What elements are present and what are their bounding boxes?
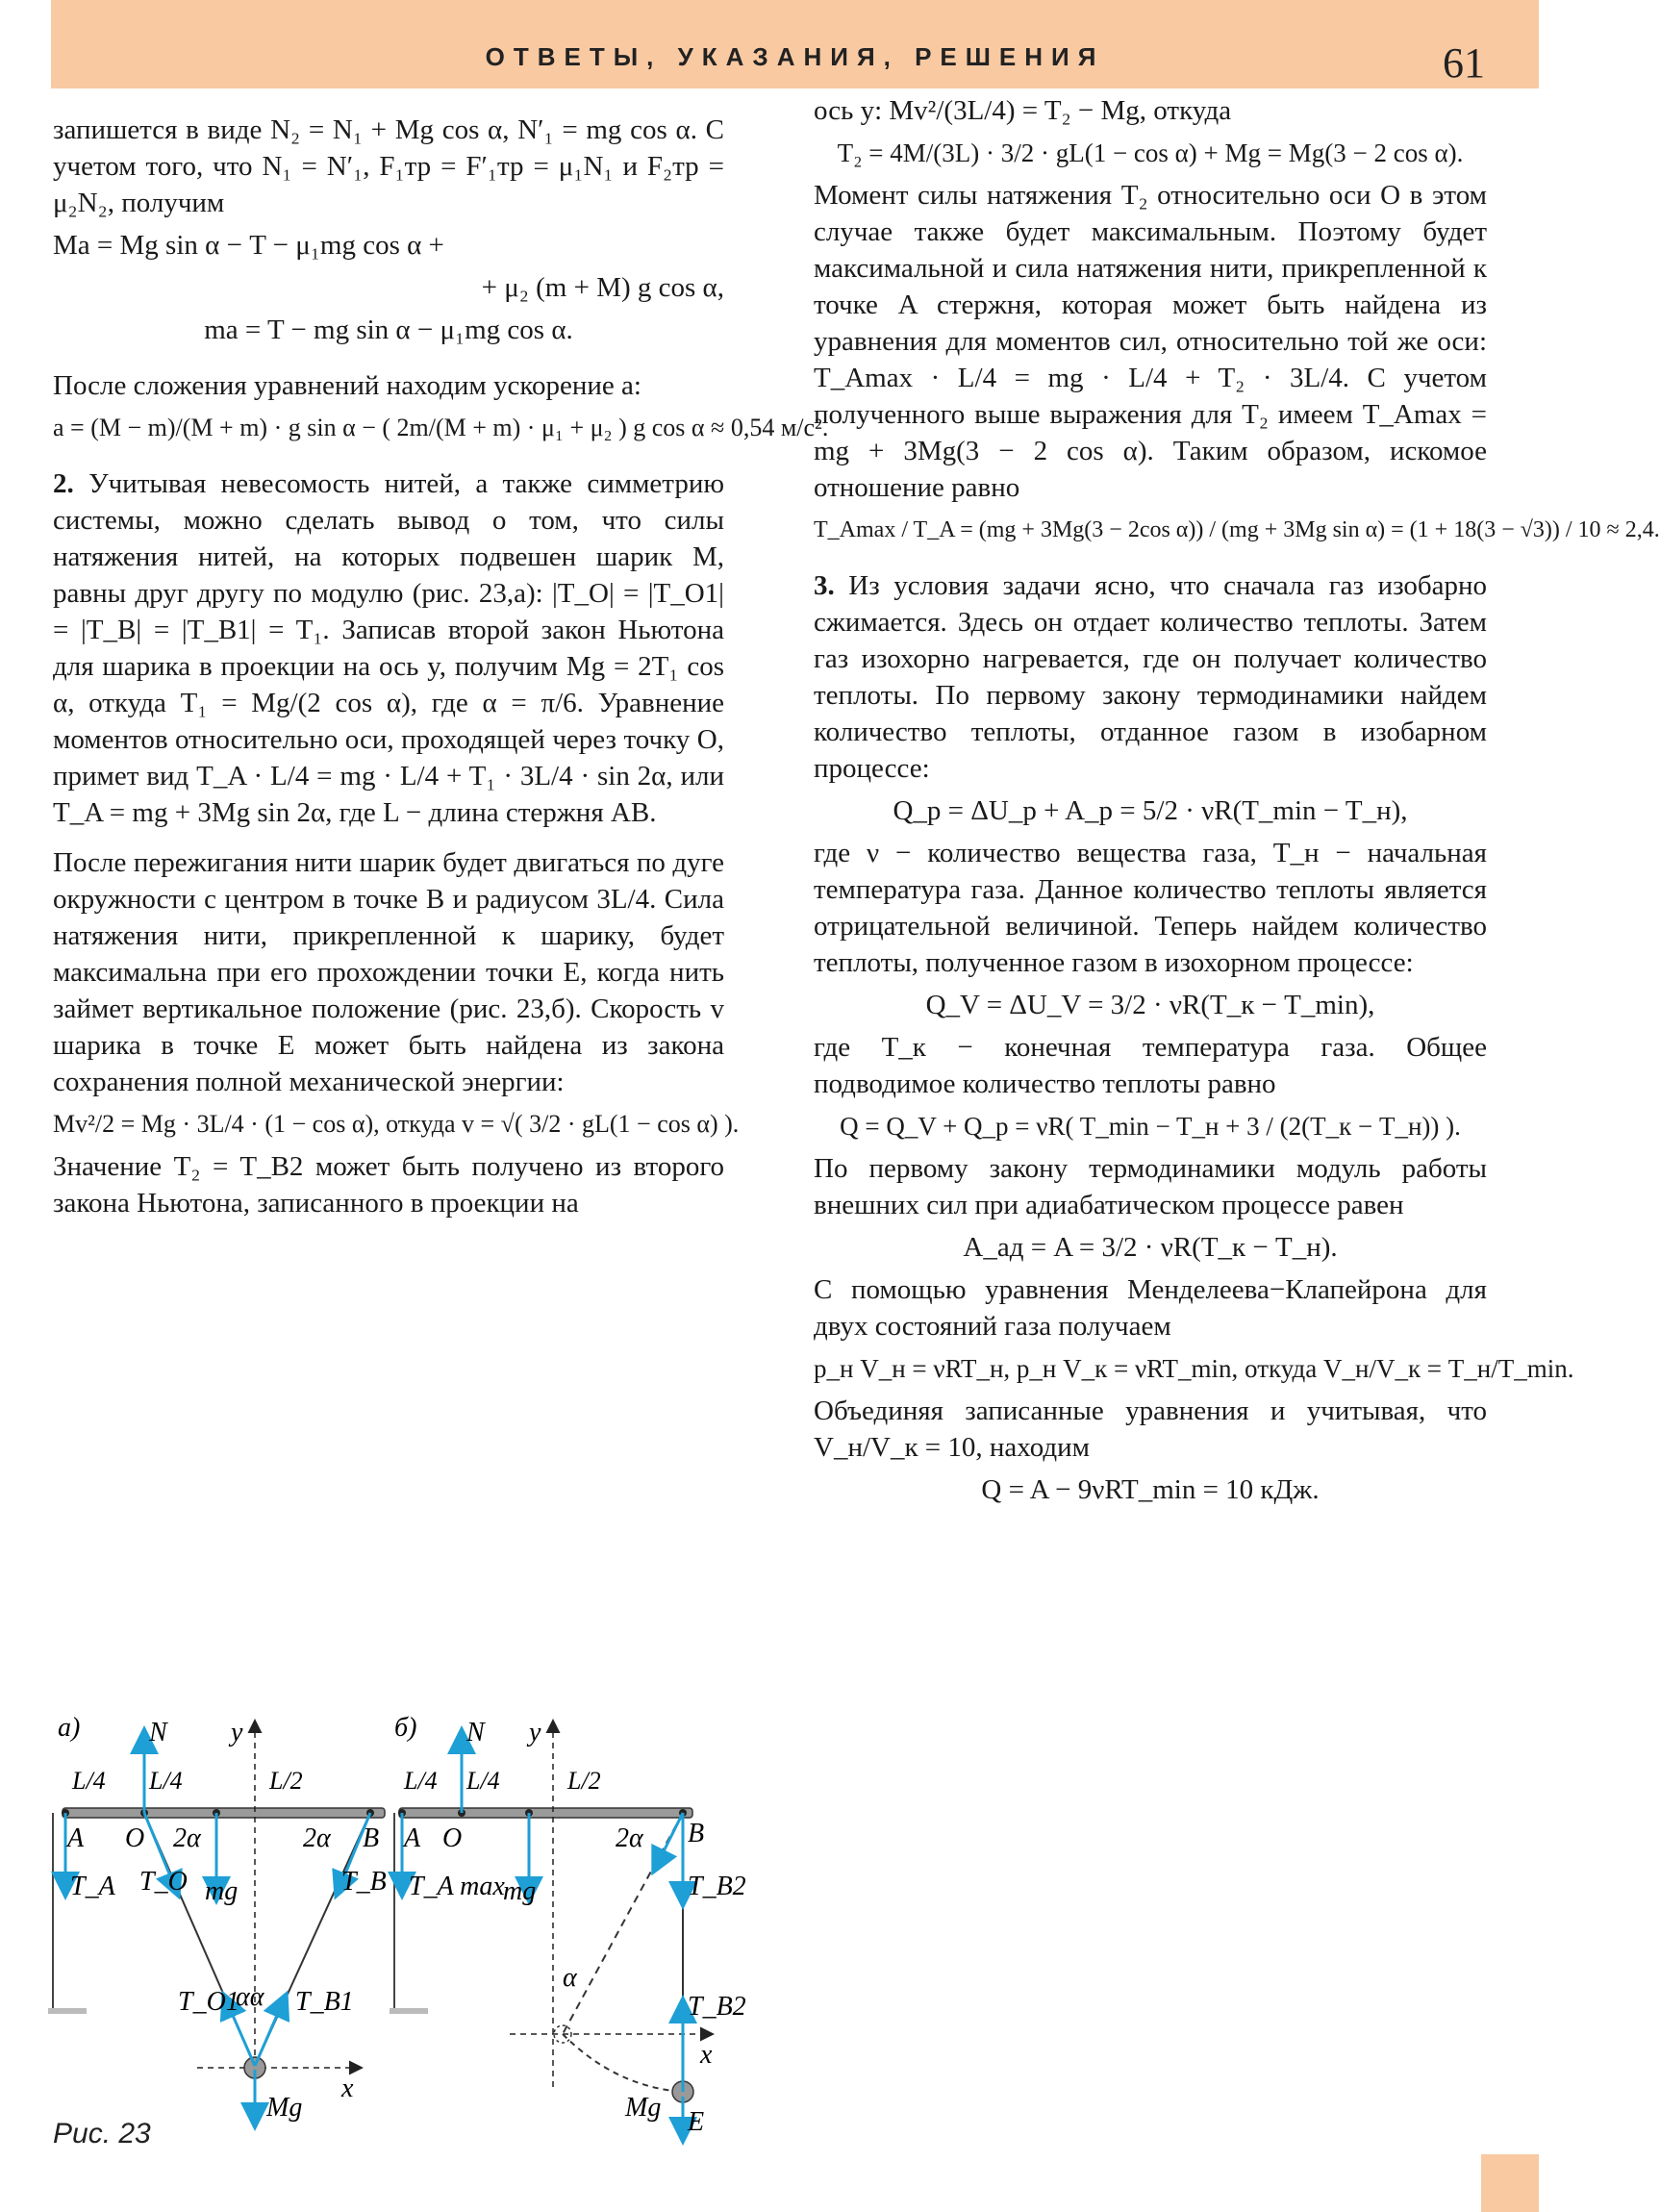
paragraph: запишется в виде N₂ = N₁ + Mg cos α, N′₁ = mg cos α. С учетом того, что N₁ = N′₁, F₁тр = F′₁тр = μ₁N₁ и F₂тр = μ₂N₂, получим [53,114,724,218]
label-L4: L/4 [72,1767,106,1795]
label-alpha: αα [236,1982,264,2012]
equation: T_Amax / T_A = (mg + 3Mg(3 − 2cos α)) / (mg + 3Mg sin α) = (1 + 18(3 − √3)) / 10 ≈ 2,4. [814,517,1660,542]
label-x: x [341,2074,354,2103]
label-B: B [688,1819,705,1848]
label-TB2: T_B2 [688,1872,746,1901]
figure-caption: Рис. 23 [53,2118,151,2149]
page-header [51,0,1539,88]
label-O: O [442,1823,463,1853]
paragraph: Момент силы натяжения T₂ относительно оси O в этом случае также будет максимальным. Поэтому будет максимальной и сила натяжения нити, прикрепленной к точке A стержня, которая может быть найдена из уравнения для моментов сил, относительно той же оси: T_Amax · L/4 = mg · L/4 + T₂ · 3L/4. С учетом полученного выше выражения для T₂ имеем T_Amax = mg + 3Mg(3 − 2 cos α). Таким образом, искомое отношение равно [814,180,1487,503]
label-B: B [363,1823,380,1853]
paragraph [53,465,724,831]
label-mg: mg [503,1876,537,1906]
label-N: N [149,1718,167,1747]
paragraph-text: Из условия задачи ясно, что сначала газ изобарно сжимается. Здесь он отдает количество теплоты. Затем газ изохорно нагревается, где он получает количество теплоты. По первому закону термодинамики найдем количество теплоты, отданное газом в изобарном процессе: [814,570,1487,784]
paragraph: После сложения уравнений находим ускорение a: [53,370,641,401]
label-L2: L/2 [269,1767,303,1795]
equation: Q = Q_V + Q_p = νR( T_min − T_н + 3 / (2(T_к − T_н)) ). [840,1112,1461,1141]
label-x: x [700,2040,713,2070]
left-column [53,112,829,1221]
label-y: y [231,1718,243,1747]
label-TB2: T_B2 [688,1992,746,2022]
figure-panel-b [390,1713,746,2140]
corner-tab [1481,2154,1539,2212]
label-A: A [67,1823,85,1853]
paragraph [814,567,1487,787]
problem-number: 2. [53,468,74,499]
support-base [48,2008,87,2014]
paragraph: где T_к − конечная температура газа. Общее подводимое количество теплоты равно [814,1032,1487,1099]
paragraph: Объединяя записанные уравнения и учитывая, что V_н/V_к = 10, находим [814,1395,1487,1463]
label-TO1: T_O1 [178,1987,239,2017]
paragraph-text: Учитывая невесомость нитей, а также симметрию системы, можно сделать вывод о том, что силы натяжения нитей, на которых подвешен шарик M, равны друг другу по модулю (рис. 23,а): |T_O| = |T_O1| = |T_B| = |T_B1| = T₁. Записав второй закон Ньютона для шарика в проекции на ось y, получим Mg = 2T₁ cos α, откуда T₁ = Mg/(2 cos α), где α = π/6. Уравнение моментов относительно оси, проходящей через точку O, примет вид T_A · L/4 = mg · L/4 + T₁ · 3L/4 · sin 2α, или T_A = mg + 3Mg sin 2α, где L − длина стержня AB. [53,468,725,828]
label-E: E [688,2107,705,2137]
equation: T₂ = 4M/(3L) · 3/2 · gL(1 − cos α) + Mg = Mg(3 − 2 cos α). [837,138,1464,167]
figure-23 [53,1702,746,2145]
label-alpha: α [563,1963,577,1993]
equation: a = (M − m)/(M + m) · g sin α − ( 2m/(M + m) · μ₁ + μ₂ ) g cos α ≈ 0,54 м/с². [53,414,829,441]
rod [399,1808,692,1818]
label-L4: L/4 [404,1767,438,1795]
label-TA: T_A [70,1872,115,1901]
label-O: O [125,1823,145,1853]
equation: Mv²/2 = Mg · 3L/4 · (1 − cos α), откуда v = √( 3/2 · gL(1 − cos α) ). [53,1110,740,1138]
panel-label: б) [394,1713,417,1743]
equation: + μ₂ (m + M) g cos α, [481,272,724,303]
equation: ma = T − mg sin α − μ₁mg cos α. [204,314,573,345]
paragraph: Значение T₂ = T_B2 может быть получено из второго закона Ньютона, записанного в проекции на [53,1151,724,1219]
label-2alpha: 2α [303,1823,331,1853]
support-base [390,2008,428,2014]
equation: A_ад = A = 3/2 · νR(T_к − T_н). [963,1232,1338,1263]
page-number: 61 [1443,39,1485,87]
equation: Ma = Mg sin α − T − μ₁mg cos α + [53,230,444,261]
label-TAmax: T_A max [409,1872,505,1901]
equation: Q = A − 9νRT_min = 10 кДж. [981,1474,1320,1505]
label-TB1: T_B1 [295,1987,354,2017]
label-y: y [529,1718,541,1747]
label-L4: L/4 [466,1767,500,1795]
equation: ось y: Mv²/(3L/4) = T₂ − Mg, откуда [814,95,1232,126]
force-thread-arrow [654,1813,683,1871]
problem-number: 3. [814,570,835,601]
label-L2: L/2 [567,1767,601,1795]
rod [63,1808,385,1818]
trajectory-arc [563,2034,683,2092]
header-title: ОТВЕТЫ, УКАЗАНИЯ, РЕШЕНИЯ [485,42,1105,71]
label-L4: L/4 [149,1767,183,1795]
label-TO: T_O [139,1867,188,1897]
label-2alpha: 2α [173,1823,201,1853]
right-column [814,87,1660,1514]
equation: Q_p = ΔU_p + A_p = 5/2 · νR(T_min − T_н), [893,795,1408,826]
paragraph: где ν − количество вещества газа, T_н − начальная температура газа. Данное количество теплоты является отрицательной величиной. Теперь найдем количество теплоты, полученное газом в изохорном процессе: [814,838,1487,978]
label-2alpha: 2α [616,1823,643,1853]
paragraph: С помощью уравнения Менделеева−Клапейрона для двух состояний газа получаем [814,1274,1487,1342]
label-TB: T_B [341,1867,387,1897]
label-mg: mg [205,1876,239,1906]
paragraph: После пережигания нити шарик будет двигаться по дуге окружности с центром в точке B и радиусом 3L/4. Сила натяжения нити, прикрепленной к шарику, будет максимальна при его прохождении точки E, когда нить займет вертикальное положение (рис. 23,б). Скорость v шарика в точке E может быть найдена из закона сохранения полной механической энергии: [53,847,724,1097]
label-Mg: Mg [266,2093,303,2123]
label-Mg: Mg [625,2093,662,2123]
label-A: A [404,1823,421,1853]
figure-panel-a [48,1713,387,2125]
panel-label: а) [58,1713,81,1743]
paragraph: По первому закону термодинамики модуль работы внешних сил при адиабатическом процессе равен [814,1153,1487,1220]
equation: Q_V = ΔU_V = 3/2 · νR(T_к − T_min), [925,990,1375,1020]
label-N: N [466,1718,485,1747]
equation: p_н V_н = νRT_н, p_н V_к = νRT_min, откуда V_н/V_к = T_н/T_min. [814,1354,1574,1383]
